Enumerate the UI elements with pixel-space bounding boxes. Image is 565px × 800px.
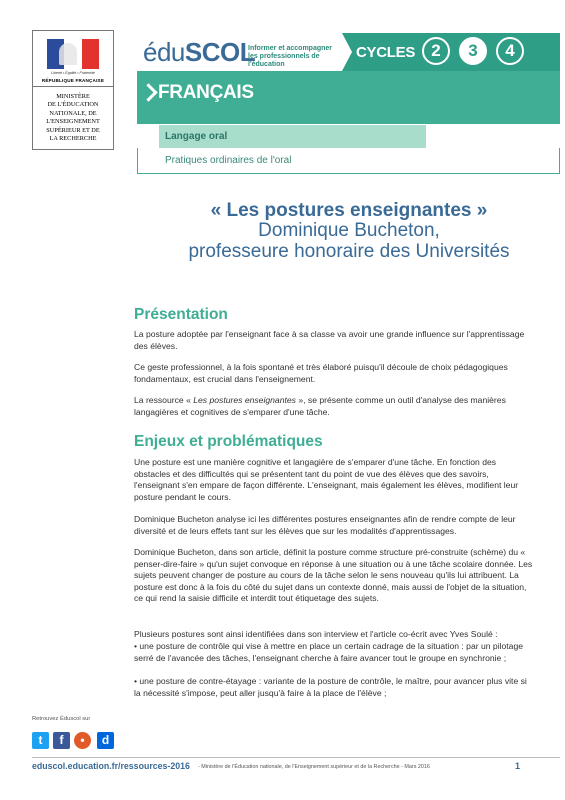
cycles-arrow-shape bbox=[342, 33, 352, 71]
eduscol-header bbox=[137, 33, 342, 71]
footer-url-link[interactable]: eduscol.education.fr/ressources-2016 bbox=[32, 761, 190, 771]
cycle-2-badge: 2 bbox=[422, 37, 450, 65]
twitter-icon[interactable]: t bbox=[32, 732, 49, 749]
footer-ministry: - Ministère de l'Éducation nationale, de l'Enseignement supérieur et de la Recherche - Mars 2016 bbox=[198, 764, 430, 770]
paragraph: Dominique Bucheton analyse ici les différentes postures enseignantes afin de rendre compte de leur diversité et de leurs effets tant sur les élèves que sur les modalités d'apprentissages. bbox=[134, 514, 516, 536]
eduscol-tagline: Informer et accompagner les professionnels de l'éducation bbox=[248, 45, 333, 68]
document-title: « Les postures enseignantes » bbox=[210, 200, 488, 221]
list-item: • une posture de contrôle qui vise à mettre en place un certain cadrage de la situation : par un pilotage serré de l'avancée des tâches, l'enseignant cherche à faire avancer tout le groupe en synchronie ; bbox=[134, 641, 524, 663]
ministry-name: MINISTÈRE DE L'ÉDUCATION NATIONALE, DE L'ENSEIGNEMENT SUPÉRIEUR ET DE LA RECHERCHE bbox=[46, 93, 100, 143]
heading-enjeux: Enjeux et problématiques bbox=[134, 433, 323, 450]
paragraph: La posture adoptée par l'enseignant face à sa classe va avoir une grande influence sur l'apprentissage des élèves. bbox=[134, 329, 525, 351]
cycle-3-badge: 3 bbox=[459, 37, 487, 65]
republic-motto: Liberté • Égalité • Fraternité bbox=[51, 71, 95, 75]
paragraph: Plusieurs postures sont ainsi identifiées dans son interview et l'article co-écrit avec Yves Soulé : bbox=[134, 629, 498, 639]
cycles-label: CYCLES bbox=[356, 44, 416, 61]
cycle-4-badge: 4 bbox=[496, 37, 524, 65]
republic-name: RÉPUBLIQUE FRANÇAISE bbox=[41, 78, 105, 83]
subsection-label: Pratiques ordinaires de l'oral bbox=[165, 155, 292, 166]
author-name: Dominique Bucheton, bbox=[258, 220, 440, 241]
paragraph: La ressource « Les postures enseignantes », se présente comme un outil d'analyse des manières langagières et cognitives de s'emparer d'une tâche. bbox=[134, 395, 506, 417]
list-item: • une posture de contre-étayage : variante de la posture de contrôle, le maître, pour avancer plus vite si la nécessité s'impose, peut aller jusqu'à faire à la place de l'élève ; bbox=[134, 676, 527, 698]
section-label: Langage oral bbox=[159, 125, 426, 148]
author-role: professeure honoraire des Universités bbox=[188, 241, 510, 262]
footer-divider bbox=[32, 757, 560, 758]
dailymotion-icon[interactable]: d bbox=[97, 732, 114, 749]
page-number: 1 bbox=[515, 761, 521, 771]
marianne-icon bbox=[59, 43, 77, 65]
eduscol-logo[interactable]: éduSCOL bbox=[143, 37, 256, 67]
paragraph: Ce geste professionnel, à la fois spontané et très élaboré puisqu'il découle de choix pédagogiques fondamentaux, est crucial dans l'enseignement. bbox=[134, 362, 508, 384]
subject-title: FRANÇAIS bbox=[158, 82, 254, 103]
paragraph: Une posture est une manière cognitive et langagière de s'emparer d'une tâche. En fonction des obstacles et des difficultés qui se présentent tant du point de vue des élèves que des savoirs, l'enseignant s'en empare de façon différente. L'enseignant, mais également les élèves, modifient leur posture pendant le cours. bbox=[134, 457, 519, 502]
paragraph: Dominique Bucheton, dans son article, définit la posture comme structure pré-construite (schème) du « penser-dire-faire » qu'un sujet convoque en réponse à une situation ou à une tâche scolaire donnée. Les sujets peuvent changer de posture au cours de la tâche selon le sens nouveau qu'ils lui attribuent. La posture est donc à la fois du côté du sujet dans un contexte donné, mais aussi de l'objet de la situation, ce qui rend la saisie difficile et interdit tout étiquetage des sujets. bbox=[134, 547, 533, 604]
social-caption: Retrouvez Éduscol sur bbox=[32, 716, 91, 722]
marianne-logo bbox=[33, 31, 113, 87]
rss-icon[interactable]: • bbox=[74, 732, 91, 749]
heading-presentation: Présentation bbox=[134, 306, 228, 323]
facebook-icon[interactable]: f bbox=[53, 732, 70, 749]
ministry-logo bbox=[32, 30, 114, 150]
